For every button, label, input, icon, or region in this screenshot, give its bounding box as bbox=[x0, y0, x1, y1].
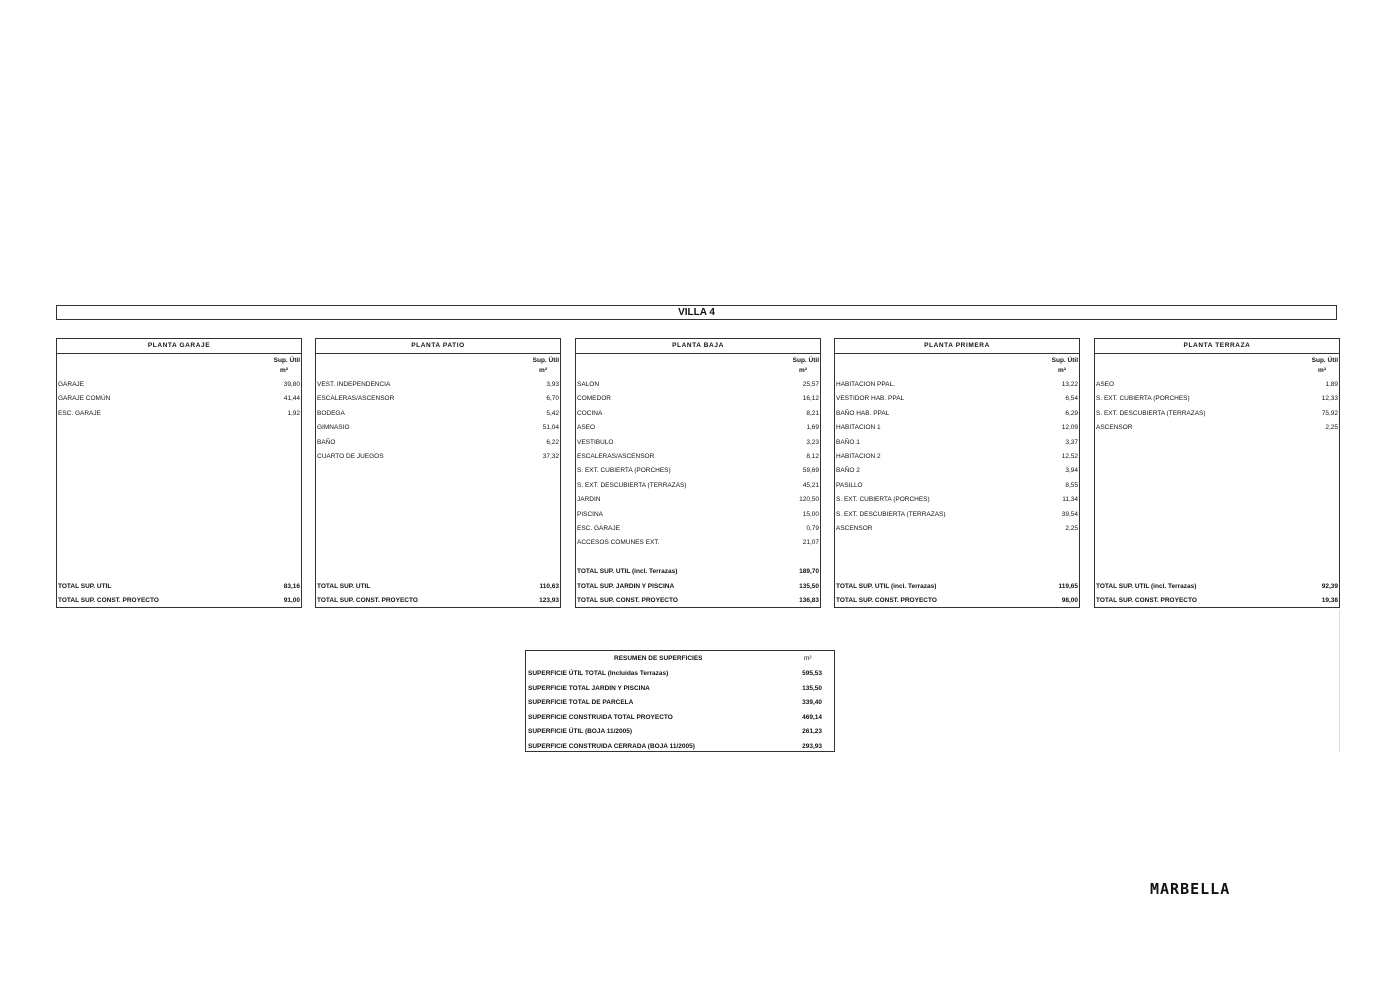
total-row bbox=[576, 581, 820, 593]
total-value: 119,65 bbox=[1058, 582, 1078, 590]
summary-row bbox=[526, 712, 834, 724]
total-value: 19,38 bbox=[1321, 597, 1338, 604]
column-header-unit: m² bbox=[280, 367, 288, 374]
room-label: ACCESOS COMUNES EXT. bbox=[577, 539, 660, 547]
footer-city: MARBELLA bbox=[1150, 880, 1231, 898]
summary-header-label: RESUMEN DE SUPERFICIES bbox=[614, 655, 703, 662]
column-header-label: Sup. Útil bbox=[1311, 357, 1338, 364]
table-row bbox=[835, 509, 1079, 521]
room-area: 8,55 bbox=[1065, 481, 1078, 489]
total-value: 92,39 bbox=[1321, 582, 1338, 590]
room-label: GARAJE bbox=[58, 381, 85, 388]
total-row bbox=[57, 581, 301, 593]
room-label: HABITACION PPAL. bbox=[836, 381, 895, 388]
room-area: 2,25 bbox=[1325, 424, 1338, 432]
room-area: 13,22 bbox=[1061, 381, 1078, 388]
total-value: 91,00 bbox=[283, 597, 300, 604]
room-area: 6,29 bbox=[1065, 409, 1078, 417]
total-label: TOTAL SUP. CONST. PROYECTO bbox=[58, 597, 159, 604]
table-row bbox=[835, 451, 1079, 463]
room-area: 8,12 bbox=[806, 453, 819, 460]
total-value: 123,93 bbox=[539, 597, 559, 604]
floor-title: PLANTA TERRAZA bbox=[1095, 339, 1339, 354]
column-header-unit: m² bbox=[539, 367, 547, 374]
room-label: BAÑO 2 bbox=[836, 467, 860, 475]
room-label: VESTIDOR HAB. PPAL bbox=[836, 395, 905, 403]
room-label: COMEDOR bbox=[577, 395, 611, 403]
summary-value: 261,23 bbox=[802, 728, 822, 735]
room-label: PISCINA bbox=[577, 510, 604, 518]
total-row bbox=[316, 595, 560, 607]
floor-table bbox=[834, 338, 1080, 608]
total-value: 136,83 bbox=[799, 597, 819, 604]
room-area: 0,79 bbox=[806, 525, 819, 532]
floor-table bbox=[1094, 338, 1340, 608]
floor-table bbox=[575, 338, 821, 608]
total-row bbox=[835, 595, 1079, 607]
table-row bbox=[835, 465, 1079, 477]
summary-label: SUPERFICIE CONSTRUIDA TOTAL PROYECTO bbox=[528, 713, 673, 721]
room-label: COCINA bbox=[577, 409, 603, 417]
summary-row bbox=[526, 668, 834, 680]
room-area: 39,54 bbox=[1061, 510, 1078, 518]
room-area: 2,25 bbox=[1065, 525, 1078, 532]
column-header bbox=[793, 356, 819, 376]
room-area: 6,54 bbox=[1065, 395, 1078, 403]
room-label: ASCENSOR bbox=[836, 525, 873, 532]
total-row bbox=[576, 595, 820, 607]
room-area: 120,50 bbox=[799, 496, 819, 504]
room-label: ESC. GARAJE bbox=[58, 409, 101, 417]
room-area: 75,92 bbox=[1321, 409, 1338, 417]
column-header-label: Sup. Útil bbox=[273, 357, 300, 364]
room-label: ESCALERAS/ASCENSOR bbox=[317, 395, 395, 403]
room-label: S. EXT. CUBIERTA (PORCHES) bbox=[577, 467, 671, 475]
table-row bbox=[576, 437, 820, 449]
table-row bbox=[1095, 393, 1339, 405]
room-area: 3,93 bbox=[546, 381, 559, 388]
room-area: 16,12 bbox=[802, 395, 819, 403]
column-header-unit: m² bbox=[1058, 367, 1066, 374]
total-label: TOTAL SUP. UTIL bbox=[317, 582, 371, 590]
room-label: S. EXT. DESCUBIERTA (TERRAZAS) bbox=[836, 510, 946, 518]
column-header bbox=[533, 356, 559, 376]
summary-table bbox=[525, 650, 835, 752]
room-area: 6,70 bbox=[546, 395, 559, 403]
column-header-label: Sup. Útil bbox=[532, 357, 559, 364]
room-label: GARAJE COMÚN bbox=[58, 395, 111, 403]
floor-table bbox=[315, 338, 561, 608]
room-label: VESTIBULO bbox=[577, 438, 614, 446]
total-value: 83,16 bbox=[283, 582, 300, 590]
room-area: 8,21 bbox=[806, 409, 819, 417]
room-area: 41,44 bbox=[283, 395, 300, 403]
room-area: 21,07 bbox=[802, 539, 819, 547]
total-value: 98,00 bbox=[1061, 597, 1078, 604]
room-label: SALON bbox=[577, 381, 600, 388]
room-area: 11,34 bbox=[1062, 496, 1078, 504]
table-row bbox=[835, 379, 1079, 391]
total-row bbox=[1095, 581, 1339, 593]
summary-row bbox=[526, 726, 834, 738]
column-header-label: Sup. Útil bbox=[1051, 357, 1078, 364]
room-area: 3,37 bbox=[1065, 438, 1078, 446]
room-label: HABITACION 2 bbox=[836, 453, 881, 460]
room-area: 3,23 bbox=[806, 438, 819, 446]
table-row bbox=[576, 451, 820, 463]
room-area: 12,52 bbox=[1061, 453, 1078, 460]
room-label: VEST. INDEPENDENCIA bbox=[317, 381, 391, 388]
summary-label: SUPERFICIE TOTAL DE PARCELA bbox=[528, 699, 634, 706]
table-row bbox=[1095, 408, 1339, 420]
summary-value: 293,93 bbox=[802, 742, 822, 750]
table-row bbox=[57, 408, 301, 420]
total-label: TOTAL SUP. CONST. PROYECTO bbox=[1096, 597, 1197, 604]
room-label: S. EXT. CUBIERTA (PORCHES) bbox=[1096, 395, 1190, 403]
table-row bbox=[316, 393, 560, 405]
room-area: 25,57 bbox=[802, 381, 819, 388]
room-area: 5,42 bbox=[546, 409, 559, 417]
summary-label: SUPERFICIE ÚTIL (BOJA 11/2005) bbox=[528, 728, 633, 735]
table-row bbox=[576, 537, 820, 549]
room-label: S. EXT. CUBIERTA (PORCHES) bbox=[836, 496, 930, 504]
room-area: 45,21 bbox=[802, 481, 819, 489]
total-row bbox=[576, 566, 820, 578]
summary-value: 339,40 bbox=[802, 699, 822, 706]
room-label: ESC. GARAJE bbox=[577, 525, 620, 532]
room-area: 1,69 bbox=[806, 424, 819, 432]
table-row bbox=[316, 451, 560, 463]
room-label: JARDIN bbox=[577, 496, 601, 504]
total-label: TOTAL SUP. UTIL bbox=[58, 582, 112, 590]
column-header bbox=[1052, 356, 1078, 376]
table-row bbox=[576, 494, 820, 506]
summary-value: 595,53 bbox=[802, 670, 822, 677]
summary-label: SUPERFICIE CONSTRUIDA CERRADA (BOJA 11/2005) bbox=[528, 742, 695, 750]
summary-value: 135,50 bbox=[802, 684, 822, 692]
table-row bbox=[835, 408, 1079, 420]
total-value: 110,63 bbox=[539, 582, 559, 590]
column-header bbox=[274, 356, 300, 376]
room-label: BAÑO HAB. PPAL bbox=[836, 409, 890, 417]
table-row bbox=[576, 480, 820, 492]
total-row bbox=[57, 595, 301, 607]
table-row bbox=[576, 523, 820, 535]
table-row bbox=[57, 393, 301, 405]
column-header bbox=[1312, 356, 1338, 376]
room-label: S. EXT. DESCUBIERTA (TERRAZAS) bbox=[1096, 409, 1206, 417]
table-row bbox=[835, 523, 1079, 535]
table-row bbox=[576, 408, 820, 420]
table-row bbox=[576, 393, 820, 405]
total-row bbox=[316, 581, 560, 593]
summary-label: SUPERFICIE ÚTIL TOTAL (Incluidas Terrazas) bbox=[528, 670, 669, 677]
total-label: TOTAL SUP. CONST. PROYECTO bbox=[836, 597, 937, 604]
room-area: 6,22 bbox=[546, 438, 559, 446]
table-row bbox=[835, 494, 1079, 506]
table-row bbox=[835, 437, 1079, 449]
room-label: ASEO bbox=[1096, 381, 1115, 388]
room-area: 12,33 bbox=[1321, 395, 1338, 403]
room-label: ASCENSOR bbox=[1096, 424, 1133, 432]
table-row bbox=[316, 379, 560, 391]
total-label: TOTAL SUP. UTIL (incl. Terrazas) bbox=[1096, 582, 1197, 590]
summary-value: 469,14 bbox=[802, 713, 822, 721]
page-edge-line bbox=[1339, 610, 1340, 752]
table-row bbox=[576, 379, 820, 391]
floor-title: PLANTA GARAJE bbox=[57, 339, 301, 354]
total-label: TOTAL SUP. UTIL (incl. Terrazas) bbox=[577, 568, 678, 576]
total-label: TOTAL SUP. CONST. PROYECTO bbox=[577, 597, 678, 604]
table-row bbox=[1095, 422, 1339, 434]
summary-header bbox=[526, 653, 834, 665]
villa-title: VILLA 4 bbox=[56, 305, 1337, 320]
table-row bbox=[316, 422, 560, 434]
room-label: BAÑO bbox=[317, 438, 336, 446]
table-row bbox=[57, 379, 301, 391]
total-value: 189,70 bbox=[799, 568, 819, 576]
room-label: ASEO bbox=[577, 424, 596, 432]
room-area: 3,94 bbox=[1065, 467, 1078, 475]
room-area: 1,89 bbox=[1325, 381, 1338, 388]
column-header-label: Sup. Útil bbox=[792, 357, 819, 364]
table-row bbox=[576, 465, 820, 477]
room-area: 59,69 bbox=[802, 467, 819, 475]
room-area: 51,04 bbox=[542, 424, 559, 432]
room-area: 37,32 bbox=[542, 453, 559, 460]
summary-header-unit: m² bbox=[804, 655, 812, 662]
room-label: ESCALERAS/ASCENSOR bbox=[577, 453, 655, 460]
room-area: 15,00 bbox=[802, 510, 819, 518]
table-row bbox=[835, 393, 1079, 405]
room-label: BAÑO 1 bbox=[836, 438, 860, 446]
room-area: 39,80 bbox=[283, 381, 300, 388]
total-row bbox=[835, 581, 1079, 593]
total-label: TOTAL SUP. JARDIN Y PISCINA bbox=[577, 582, 675, 590]
room-label: PASILLO bbox=[836, 481, 863, 489]
summary-row bbox=[526, 683, 834, 695]
room-label: CUARTO DE JUEGOS bbox=[317, 453, 384, 460]
table-row bbox=[835, 480, 1079, 492]
column-header-unit: m² bbox=[799, 367, 807, 374]
floor-title: PLANTA BAJA bbox=[576, 339, 820, 354]
table-row bbox=[1095, 379, 1339, 391]
total-label: TOTAL SUP. CONST. PROYECTO bbox=[317, 597, 418, 604]
floor-title: PLANTA PRIMERA bbox=[835, 339, 1079, 354]
floor-title: PLANTA PATIO bbox=[316, 339, 560, 354]
room-label: BODEGA bbox=[317, 409, 345, 417]
summary-row bbox=[526, 697, 834, 709]
table-row bbox=[576, 422, 820, 434]
summary-label: SUPERFICIE TOTAL JARDIN Y PISCINA bbox=[528, 684, 650, 692]
room-area: 12,09 bbox=[1061, 424, 1078, 432]
room-label: GIMNASIO bbox=[317, 424, 350, 432]
total-value: 135,50 bbox=[799, 582, 819, 590]
total-label: TOTAL SUP. UTIL (incl. Terrazas) bbox=[836, 582, 937, 590]
table-row bbox=[316, 437, 560, 449]
table-row bbox=[316, 408, 560, 420]
total-row bbox=[1095, 595, 1339, 607]
room-label: HABITACION 1 bbox=[836, 424, 881, 432]
table-row bbox=[576, 509, 820, 521]
column-header-unit: m² bbox=[1318, 367, 1326, 374]
summary-row bbox=[526, 741, 834, 753]
room-label: S. EXT. DESCUBIERTA (TERRAZAS) bbox=[577, 481, 687, 489]
room-area: 1,92 bbox=[287, 409, 300, 417]
floor-table bbox=[56, 338, 302, 608]
table-row bbox=[835, 422, 1079, 434]
